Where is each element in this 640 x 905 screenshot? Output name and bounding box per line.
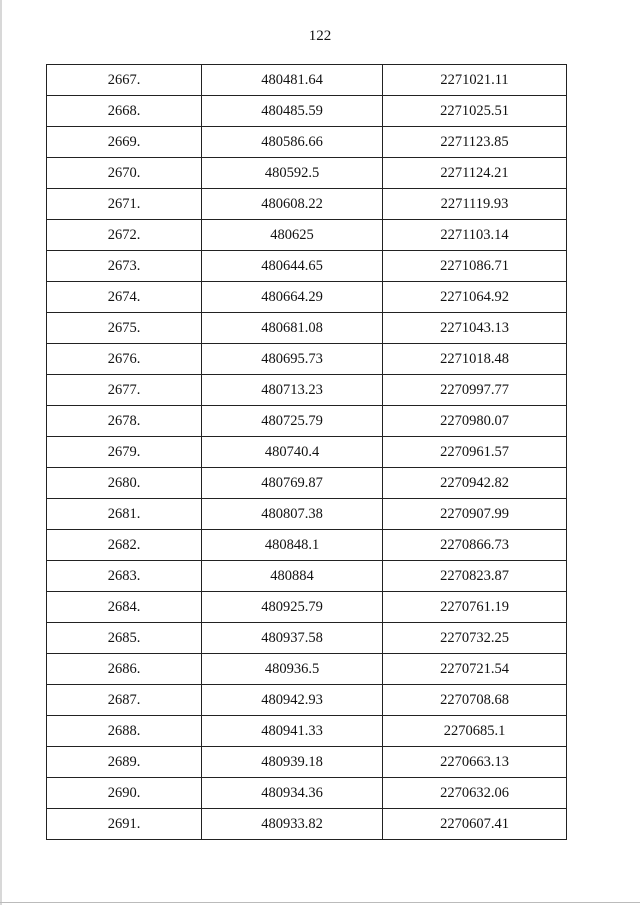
y-coordinate-cell: 2270721.54 [383,654,567,685]
y-coordinate-cell: 2270961.57 [383,437,567,468]
x-coordinate-cell: 480713.23 [202,375,383,406]
table-row [47,344,567,375]
table-row [47,716,567,747]
table-row [47,96,567,127]
page-number: 122 [308,28,332,44]
y-coordinate-cell: 2270980.07 [383,406,567,437]
point-number-cell: 2675. [47,313,202,344]
table-row [47,747,567,778]
point-number-cell: 2688. [47,716,202,747]
x-coordinate-cell: 480625 [202,220,383,251]
y-coordinate-cell: 2271086.71 [383,251,567,282]
y-coordinate-cell: 2270997.77 [383,375,567,406]
x-coordinate-cell: 480695.73 [202,344,383,375]
y-coordinate-cell: 2271103.14 [383,220,567,251]
table-row [47,778,567,809]
table-row [47,406,567,437]
y-coordinate-cell: 2270732.25 [383,623,567,654]
coordinates-table [46,64,567,840]
x-coordinate-cell: 480586.66 [202,127,383,158]
y-coordinate-cell: 2270761.19 [383,592,567,623]
table-row [47,282,567,313]
point-number-cell: 2669. [47,127,202,158]
x-coordinate-cell: 480807.38 [202,499,383,530]
y-coordinate-cell: 2270866.73 [383,530,567,561]
x-coordinate-cell: 480740.4 [202,437,383,468]
point-number-cell: 2685. [47,623,202,654]
x-coordinate-cell: 480848.1 [202,530,383,561]
y-coordinate-cell: 2271021.11 [383,65,567,96]
y-coordinate-cell: 2270685.1 [383,716,567,747]
point-number-cell: 2679. [47,437,202,468]
table-row [47,592,567,623]
x-coordinate-cell: 480681.08 [202,313,383,344]
table-row [47,685,567,716]
x-coordinate-cell: 480939.18 [202,747,383,778]
table-row [47,499,567,530]
scan-edge-left [0,0,2,905]
table-row [47,375,567,406]
x-coordinate-cell: 480937.58 [202,623,383,654]
point-number-cell: 2691. [47,809,202,840]
y-coordinate-cell: 2271119.93 [383,189,567,220]
coordinates-table-body [47,65,567,840]
x-coordinate-cell: 480608.22 [202,189,383,220]
y-coordinate-cell: 2271043.13 [383,313,567,344]
point-number-cell: 2680. [47,468,202,499]
table-row [47,127,567,158]
x-coordinate-cell: 480934.36 [202,778,383,809]
table-row [47,561,567,592]
point-number-cell: 2689. [47,747,202,778]
x-coordinate-cell: 480592.5 [202,158,383,189]
y-coordinate-cell: 2271018.48 [383,344,567,375]
table-row [47,189,567,220]
y-coordinate-cell: 2271025.51 [383,96,567,127]
table-row [47,313,567,344]
y-coordinate-cell: 2270632.06 [383,778,567,809]
point-number-cell: 2690. [47,778,202,809]
point-number-cell: 2671. [47,189,202,220]
scan-edge-bottom [0,902,640,903]
y-coordinate-cell: 2270607.41 [383,809,567,840]
x-coordinate-cell: 480933.82 [202,809,383,840]
table-row [47,65,567,96]
x-coordinate-cell: 480481.64 [202,65,383,96]
table-row [47,654,567,685]
point-number-cell: 2687. [47,685,202,716]
point-number-cell: 2667. [47,65,202,96]
point-number-cell: 2678. [47,406,202,437]
x-coordinate-cell: 480936.5 [202,654,383,685]
point-number-cell: 2674. [47,282,202,313]
x-coordinate-cell: 480941.33 [202,716,383,747]
table-row [47,251,567,282]
x-coordinate-cell: 480664.29 [202,282,383,313]
x-coordinate-cell: 480884 [202,561,383,592]
x-coordinate-cell: 480644.65 [202,251,383,282]
x-coordinate-cell: 480485.59 [202,96,383,127]
point-number-cell: 2673. [47,251,202,282]
y-coordinate-cell: 2271064.92 [383,282,567,313]
y-coordinate-cell: 2270942.82 [383,468,567,499]
point-number-cell: 2670. [47,158,202,189]
y-coordinate-cell: 2270663.13 [383,747,567,778]
y-coordinate-cell: 2270708.68 [383,685,567,716]
point-number-cell: 2686. [47,654,202,685]
point-number-cell: 2668. [47,96,202,127]
point-number-cell: 2682. [47,530,202,561]
table-row [47,468,567,499]
point-number-cell: 2681. [47,499,202,530]
point-number-cell: 2684. [47,592,202,623]
table-row [47,437,567,468]
y-coordinate-cell: 2271124.21 [383,158,567,189]
table-row [47,623,567,654]
point-number-cell: 2672. [47,220,202,251]
x-coordinate-cell: 480942.93 [202,685,383,716]
x-coordinate-cell: 480769.87 [202,468,383,499]
point-number-cell: 2676. [47,344,202,375]
table-row [47,530,567,561]
x-coordinate-cell: 480725.79 [202,406,383,437]
table-row [47,809,567,840]
table-row [47,220,567,251]
y-coordinate-cell: 2270823.87 [383,561,567,592]
point-number-cell: 2677. [47,375,202,406]
y-coordinate-cell: 2271123.85 [383,127,567,158]
point-number-cell: 2683. [47,561,202,592]
table-row [47,158,567,189]
y-coordinate-cell: 2270907.99 [383,499,567,530]
x-coordinate-cell: 480925.79 [202,592,383,623]
